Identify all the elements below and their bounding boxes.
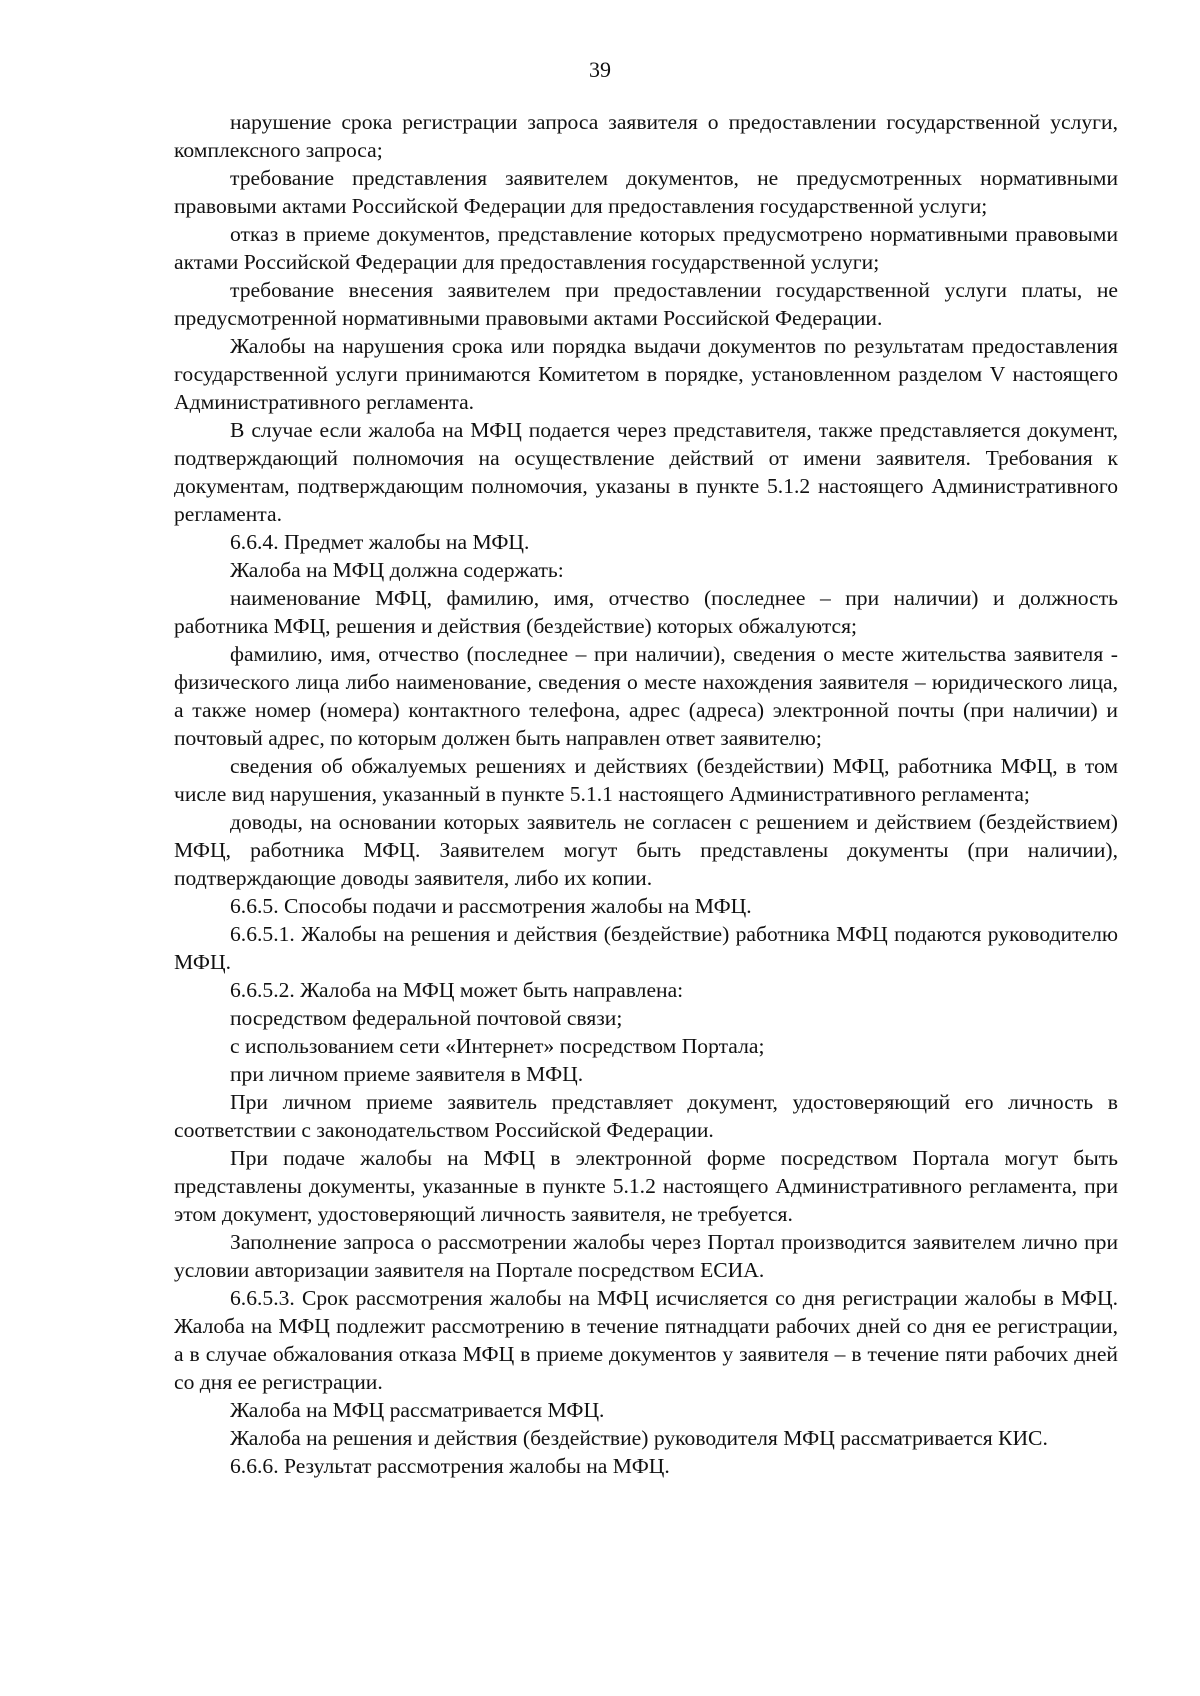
paragraph: требование внесения заявителем при предоставлении государственной услуги платы, не предусмотренной нормативными правовыми актами Российской Федерации. (174, 278, 1118, 330)
paragraph: Заполнение запроса о рассмотрении жалобы через Портал производится заявителем лично при условии авторизации заявителя на Портале посредством ЕСИА. (174, 1230, 1118, 1282)
paragraph: Жалоба на МФЦ должна содержать: (230, 558, 564, 582)
paragraph: сведения об обжалуемых решениях и действиях (бездействии) МФЦ, работника МФЦ, в том числе вид нарушения, указанный в пункте 5.1.1 настоящего Административного регламента; (174, 754, 1118, 806)
document-body (174, 108, 1118, 1480)
paragraph: посредством федеральной почтовой связи; (230, 1006, 623, 1030)
paragraph: В случае если жалоба на МФЦ подается через представителя, также представляется документ, подтверждающий полномочия на осуществление действий от имени заявителя. Требования к документам, подтверждающим полномочия, указаны в пункте 5.1.2 настоящего Административного регламента. (174, 418, 1118, 526)
paragraph: При подаче жалобы на МФЦ в электронной форме посредством Портала могут быть представлены документы, указанные в пункте 5.1.2 настоящего Административного регламента, при этом документ, удостоверяющий личность заявителя, не требуется. (174, 1146, 1118, 1226)
paragraph: Жалоба на МФЦ рассматривается МФЦ. (230, 1398, 605, 1422)
paragraph: доводы, на основании которых заявитель не согласен с решением и действием (бездействием) МФЦ, работника МФЦ. Заявителем могут быть представлены документы (при наличии), подтверждающие доводы заявителя, либо их копии. (174, 810, 1118, 890)
paragraph: 6.6.5.1. Жалобы на решения и действия (бездействие) работника МФЦ подаются руководителю МФЦ. (174, 922, 1118, 974)
paragraph: Жалоба на решения и действия (бездействие) руководителя МФЦ рассматривается КИС. (230, 1426, 1048, 1450)
paragraph: отказ в приеме документов, представление которых предусмотрено нормативными правовыми актами Российской Федерации для предоставления государственной услуги; (174, 222, 1118, 274)
paragraph: При личном приеме заявитель представляет документ, удостоверяющий его личность в соответствии с законодательством Российской Федерации. (174, 1090, 1118, 1142)
paragraph: фамилию, имя, отчество (последнее – при наличии), сведения о месте жительства заявителя - физического лица либо наименование, сведения о месте нахождения заявителя – юридического лица, а также номер (номера) контактного телефона, адрес (адреса) электронной почты (при наличии) и почтовый адрес, по которым должен быть направлен ответ заявителю; (174, 642, 1118, 750)
paragraph: Жалобы на нарушения срока или порядка выдачи документов по результатам предоставления государственной услуги принимаются Комитетом в порядке, установленном разделом V настоящего Административного регламента. (174, 334, 1118, 414)
page-number: 39 (589, 57, 611, 82)
paragraph: нарушение срока регистрации запроса заявителя о предоставлении государственной услуги, комплексного запроса; (174, 110, 1118, 162)
section-heading: 6.6.6. Результат рассмотрения жалобы на МФЦ. (230, 1454, 670, 1478)
section-heading: 6.6.4. Предмет жалобы на МФЦ. (230, 530, 530, 554)
section-heading: 6.6.5. Способы подачи и рассмотрения жалобы на МФЦ. (230, 894, 752, 918)
paragraph: с использованием сети «Интернет» посредством Портала; (230, 1034, 765, 1058)
paragraph: наименование МФЦ, фамилию, имя, отчество (последнее – при наличии) и должность работника МФЦ, решения и действия (бездействие) которых обжалуются; (174, 586, 1118, 638)
paragraph: 6.6.5.2. Жалоба на МФЦ может быть направлена: (230, 978, 684, 1002)
paragraph: при личном приеме заявителя в МФЦ. (230, 1062, 584, 1086)
paragraph: 6.6.5.3. Срок рассмотрения жалобы на МФЦ исчисляется со дня регистрации жалобы в МФЦ. Жалоба на МФЦ подлежит рассмотрению в течение пятнадцати рабочих дней со дня ее регистрации, а в случае обжалования отказа МФЦ в приеме документов у заявителя – в течение пяти рабочих дней со дня ее регистрации. (174, 1286, 1118, 1394)
paragraph: требование представления заявителем документов, не предусмотренных нормативными правовыми актами Российской Федерации для предоставления государственной услуги; (174, 166, 1118, 218)
